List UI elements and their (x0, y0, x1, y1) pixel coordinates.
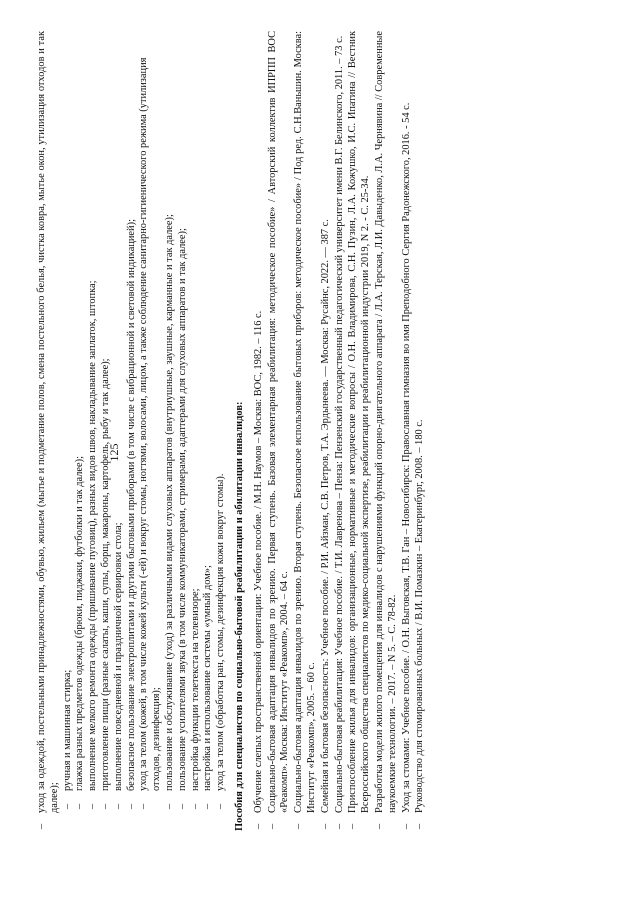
reference-item: – Социально-бытовая адаптация инвалидов по зрению. Первая ступень. Базовая элементарная реабилитация: методическое пособие» / Авторский коллектив ИПРПП ВОС «Реакомп». Москва: Институт «Реакомп», 2004. – 64 с. (266, 31, 291, 829)
list-item: – настройка функции телетекста на телевизоре; (189, 588, 201, 809)
list-item: – пользование усилителями звука (в том числе коммуникаторами, стримерами, адаптерами для слуховых аппаратов и так далее); (176, 228, 188, 809)
list-item: – выполнение мелкого ремонта одежды (пришивание пуговиц), разных видов швов, накладывание заплаток, штопка; (87, 280, 99, 809)
page-content (36, 31, 428, 831)
list-item: – уход за телом (обработка ран, стомы, дезинфекция кожи вокруг стомы). (215, 473, 227, 809)
reference-item: – Социально-бытовая реабилитация: Учебное пособие. / Т.И. Лавренова – Пенза: Пензенский государственный педагогический университет имени В.Г. Белинского, 2011. – 73 с. (333, 35, 345, 829)
reference-item: – Руководство для стомированных больных / В.И. Помазкин – Екатеринбург, 2008. – 180 с. (414, 419, 426, 829)
page-number: 125 (107, 443, 121, 462)
list-item: – приготовление пищи (разные салаты, каши, супы, борщ, макароны, картофель, рыбу и так далее); (99, 358, 111, 809)
reference-item: – Социально-бытовая адаптация инвалидов по зрению. Вторая ступень. Безопасное использование бытовых приборов: методическое пособие» / Под ред. С.Н.Ваньшин. Москва: Институт «Реакомп», 2005. – 60 с. (293, 31, 317, 829)
list-item: – выполнение повседневной и праздничной сервировки стола; (112, 522, 124, 809)
list-item: – настройка и использование системы «умный дом»; (202, 565, 214, 809)
reference-item: – Разработка модели жилого помещения для инвалидов с нарушениями функций опорно-двигательного аппарата / Л.А. Терская, Л.И. Давыденко, Л.А. Чернявина // Современные наукоемкие технологии. – 2017. – N 5. – С. 78-82. (373, 31, 398, 829)
reference-list (253, 31, 427, 831)
list-item: – глажка разных предметов одежды (брюки, пиджаки, футболки и так далее); (74, 456, 86, 809)
list-item: – ручная и машинная стирка; (61, 669, 73, 809)
list-item: – уход за телом (кожей, в том числе кожей культи (-ей) и вокруг стомы, ногтями, волосами, лицом, а также соблюдение санитарно-гигиенического режима (утилизация отходов, дезинфекция); (138, 57, 163, 809)
list-item: – пользование и обслуживание (уход) за различными видами слуховых аппаратов (внутриушные, заушные, карманные и так далее); (163, 214, 175, 809)
list-item: – безопасное пользование электроплитами и другими бытовыми приборами (в том числе с вибрационной и световой индикацией); (125, 219, 137, 809)
reference-item: – Приспособление жилья для инвалидов: организационные, нормативные и методические вопросы / О.Н. Владимирова, С.Н. Пузин, Л.А. Кожушко, И.С. Ипатина // Вестник Всероссийского общества специалистов по медико-социальной экспертизе, реабилитации и реабилитационной индустрии 2019, N 2. - С. 25-34. (347, 31, 372, 829)
reference-item: – Обучение слепых пространственной ориентации: Учебное пособие. / М.Н. Наумов – Москва: ВОС, 1982. – 116 с. (252, 310, 264, 829)
list-item: – уход за одеждой, постельными принадлежностями, обувью, жильем (мытье и подметание полов, смена постельного белья, чистка ковра, мытье окон, утилизация отходов и так далее); (36, 31, 60, 829)
section-heading: Пособия для специалистов по социально-бытовой реабилитации и абилитации инвалидов: (233, 401, 245, 831)
reference-item: – Уход за стомами: Учебное пособие. / О.Н. Выговская, Т.В. Ган – Новосибирск: Православная гимназия во имя Преподобного Сергия Радонежского, 2016. - 54 с. (400, 102, 412, 829)
reference-item: – Семейная и бытовая безопасность: Учебное пособие. / Р.И. Айзман, С.В. Петров, Т.А. Эрдынеева. — Москва: Русайнс, 2022. — 387 с. (319, 219, 331, 829)
